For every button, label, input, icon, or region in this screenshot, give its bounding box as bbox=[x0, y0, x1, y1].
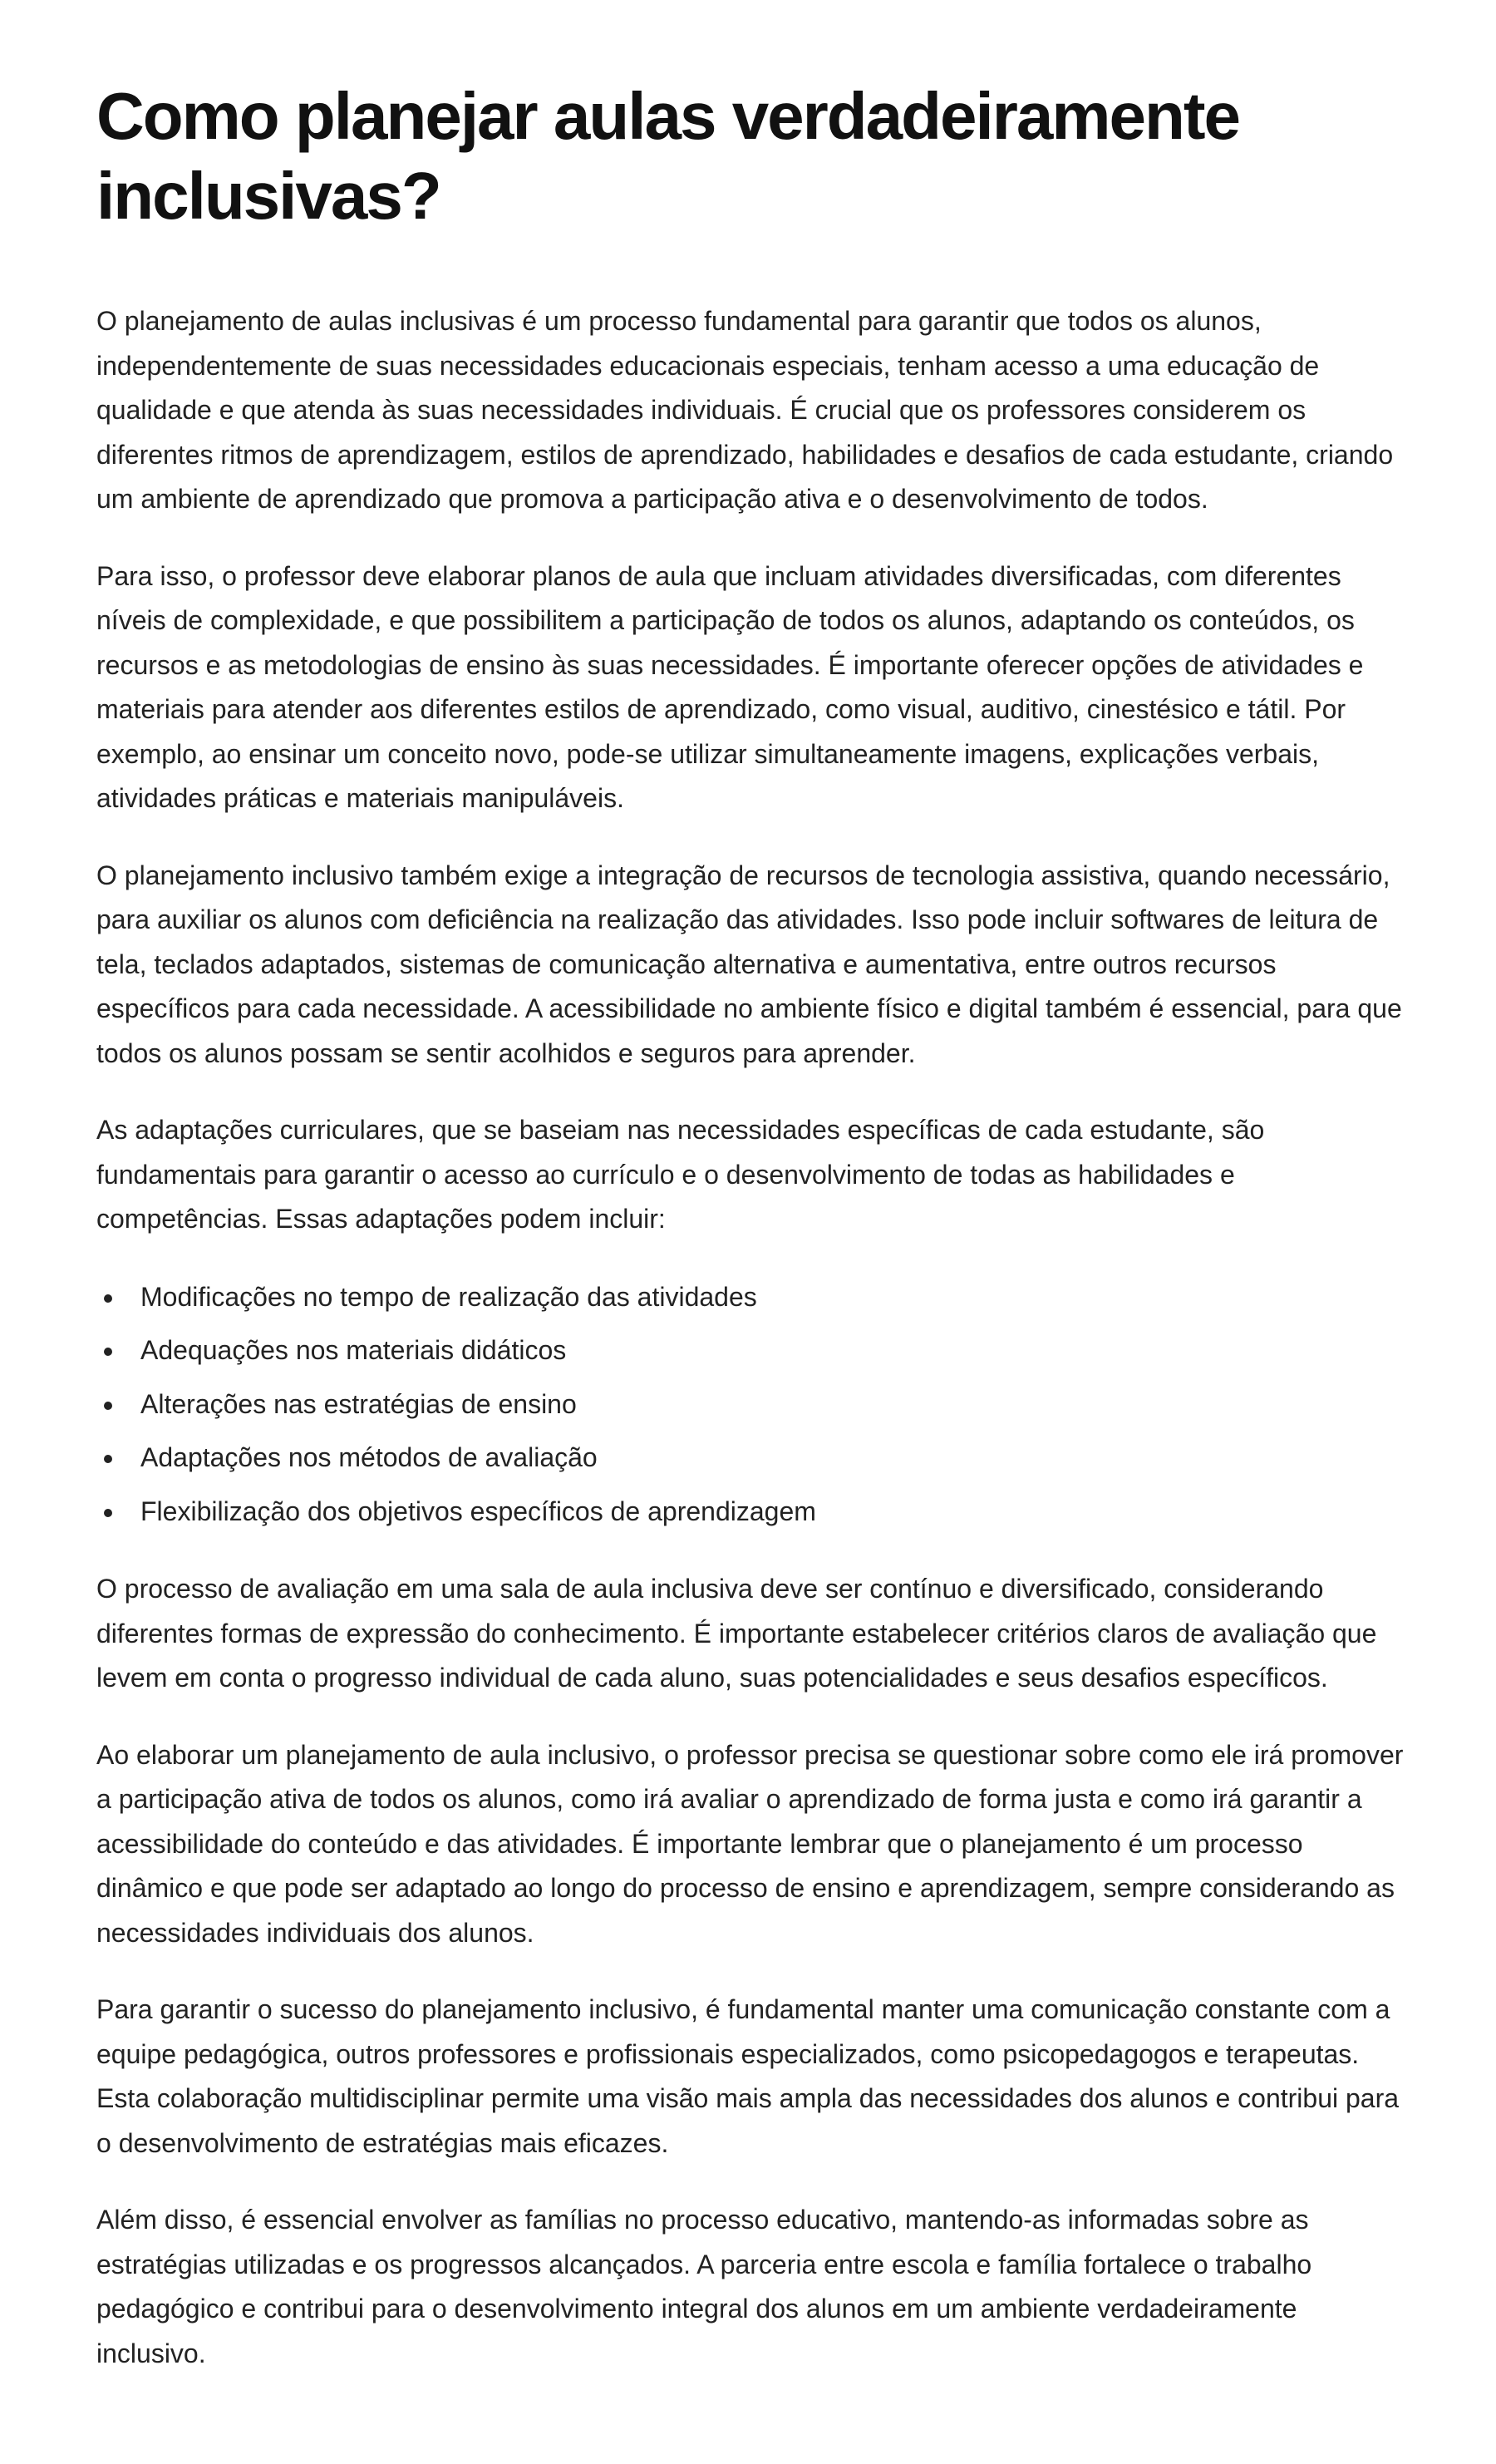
paragraph-reflection: Ao elaborar um planejamento de aula inclusivo, o professor precisa se questionar sobre como ele irá promover a participação ativa de todos os alunos, como irá avaliar o aprendizado de forma justa e como irá garantir a acessibilidade do conteúdo e das atividades. É importante lembrar que o planejamento é um processo dinâmico e que pode ser adaptado ao longo do processo de ensino e aprendizagem, sempre considerando as necessidades individuais dos alunos. bbox=[96, 1739, 1404, 1948]
bullet-icon bbox=[104, 1402, 112, 1410]
paragraph-assistive-technology: O planejamento inclusivo também exige a integração de recursos de tecnologia assistiva, quando necessário, para auxiliar os alunos com deficiência na realização das atividades. Isso pode incluir softwares de leitura de tela, teclados adaptados, sistemas de comunicação alternativa e aumentativa, entre outros recursos específicos para cada necessidade. A acessibilidade no ambiente físico e digital também é essencial, para que todos os alunos possam se sentir acolhidos e seguros para aprender. bbox=[96, 860, 1402, 1068]
paragraph-families: Além disso, é essencial envolver as famílias no processo educativo, mantendo-as informadas sobre as estratégias utilizadas e os progressos alcançados. A parceria entre escola e família fortalece o trabalho pedagógico e contribui para o desenvolvimento integral dos alunos em um ambiente verdadeiramente inclusivo. bbox=[96, 2205, 1312, 2368]
page-title: Como planejar aulas verdadeiramente inclusivas? bbox=[96, 79, 1239, 233]
bullet-icon bbox=[104, 1294, 112, 1303]
list-item-text: Modificações no tempo de realização das atividades bbox=[140, 1281, 757, 1312]
list-item bbox=[96, 1382, 1413, 1427]
list-item-text: Flexibilização dos objetivos específicos de aprendizagem bbox=[140, 1496, 816, 1526]
list-item bbox=[96, 1436, 1413, 1481]
bullet-icon bbox=[104, 1348, 112, 1356]
paragraph-collaboration: Para garantir o sucesso do planejamento inclusivo, é fundamental manter uma comunicação constante com a equipe pedagógica, outros professores e profissionais especializados, como psicopedagogos e terapeutas. Esta colaboração multidisciplinar permite uma visão mais ampla das necessidades dos alunos e contribui para o desenvolvimento de estratégias mais eficazes. bbox=[96, 1994, 1400, 2158]
paragraph-curricular-adaptations: As adaptações curriculares, que se baseiam nas necessidades específicas de cada estudante, são fundamentais para garantir o acesso ao currículo e o desenvolvimento de todas as habilidades e competências. Essas adaptações podem incluir: bbox=[96, 1115, 1265, 1234]
paragraph-evaluation: O processo de avaliação em uma sala de aula inclusiva deve ser contínuo e diversificado, considerando diferentes formas de expressão do conhecimento. É importante estabelecer critérios claros de avaliação que levem em conta o progresso individual de cada aluno, suas potencialidades e seus desafios específicos. bbox=[96, 1574, 1377, 1693]
list-item bbox=[96, 1275, 1413, 1320]
list-item-text: Adaptações nos métodos de avaliação bbox=[140, 1442, 598, 1472]
paragraph-intro: O planejamento de aulas inclusivas é um processo fundamental para garantir que todos os alunos, independentemente de suas necessidades educacionais especiais, tenham acesso a uma educação de qualidade e que atenda às suas necessidades individuais. É crucial que os professores considerem os diferentes ritmos de aprendizagem, estilos de aprendizado, habilidades e desafios de cada estudante, criando um ambiente de aprendizado que promova a participação ativa e o desenvolvimento de todos. bbox=[96, 306, 1394, 514]
paragraph-activities: Para isso, o professor deve elaborar planos de aula que incluam atividades diversificadas, com diferentes níveis de complexidade, e que possibilitem a participação de todos os alunos, adaptando os conteúdos, os recursos e as metodologias de ensino às suas necessidades. É importante oferecer opções de atividades e materiais para atender aos diferentes estilos de aprendizado, como visual, auditivo, cinestésico e tátil. Por exemplo, ao ensinar um conceito novo, pode-se utilizar simultaneamente imagens, explicações verbais, atividades práticas e materiais manipuláveis. bbox=[96, 560, 1364, 813]
list-item bbox=[96, 1490, 1413, 1535]
bullet-icon bbox=[104, 1455, 112, 1463]
list-item-text: Adequações nos materiais didáticos bbox=[140, 1335, 567, 1365]
article bbox=[96, 76, 1413, 2376]
adaptations-list bbox=[96, 1275, 1413, 1535]
bullet-icon bbox=[104, 1509, 112, 1517]
list-item-text: Alterações nas estratégias de ensino bbox=[140, 1388, 577, 1419]
list-item bbox=[96, 1328, 1413, 1373]
